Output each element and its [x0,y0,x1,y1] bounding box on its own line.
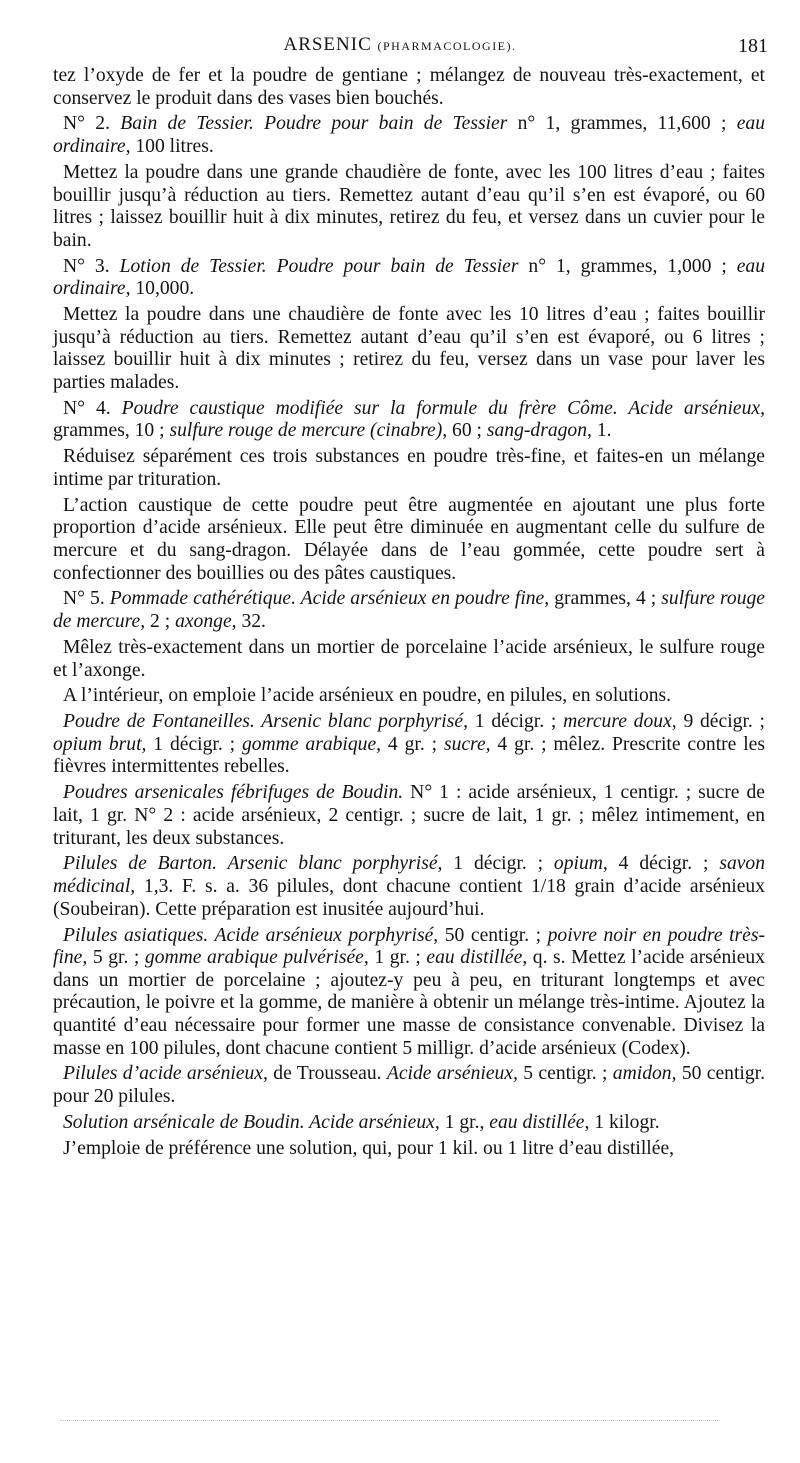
text-run: 60 ; [447,420,487,442]
paragraph [53,711,765,779]
italic-text: Pilules de Barton. Arsenic blanc porphyrisé, [63,853,443,875]
italic-text: gomme arabique pulvérisée, [144,947,369,969]
text-run: J’emploie de préférence une solution, qui, pour 1 kil. ou 1 litre d’eau distillée, [63,1137,675,1159]
paragraph [53,304,765,394]
text-run: N° 4. [63,397,122,419]
text-run: 1 gr. ; [368,947,427,969]
paragraph [53,1138,765,1161]
paragraph [53,853,765,921]
page-number: 181 [738,35,768,57]
italic-text: Acide arsénieux, [386,1063,518,1085]
italic-text: axonge, [175,611,237,633]
text-run: 10,000. [130,278,195,300]
text-run: n° 1, grammes, 1,000 ; [518,255,737,277]
italic-text: Poudre de Fontaneilles. Arsenic blanc porphyrisé, [63,711,468,733]
italic-text: Pilules d’acide arsénieux, [63,1063,268,1085]
text-run: 1 gr., [439,1111,490,1133]
text-run: 1 décigr. ; [442,853,554,875]
italic-text: opium brut, [53,733,147,755]
italic-text: sulfure rouge de mercure, [53,588,765,633]
italic-text: eau distillée, [426,947,528,969]
italic-text: opium, [553,853,608,875]
text-run: 1,3. F. s. a. 36 pilules, dont chacune contient 1/18 grain d’acide arsénieux (Soubeiran). Cette préparation est inusitée aujourd’hui. [53,876,765,920]
paragraph [53,1063,765,1108]
italic-text: sang-dragon, [486,420,592,442]
italic-text: eau ordinaire, [53,113,765,158]
text-run: q. s. Mettez l’acide arsénieux dans un mortier de porcelaine ; ajoutez-y peu à peu, en triturant longtemps et avec précaution, le poivre et la gomme, de manière à obtenir un mélange très-intime. Ajoutez la quantité d’eau nécessaire pour former une masse de consistance convenable. Divisez la masse en 100 pilules, dont chacune contient 5 milligr. d’acide arsénieux (Codex). [53,947,766,1059]
header-title: ARSENIC [283,34,372,55]
text-run: n° 1, grammes, 11,600 ; [507,113,737,135]
italic-text: Solution arsénicale de Boudin. Acide arsénieux, [63,1111,440,1133]
text-run: N° 1 : acide arsénieux, 1 centigr. ; sucre de lait, 1 gr. N° 2 : acide arsénieux, 2 centigr. ; sucre de lait, 1 gr. ; mêlez intimement, en triturant, les deux substances. [53,782,765,849]
text-run: 4 gr. ; mêlez. Prescrite contre les fièvres intermittentes rebelles. [53,733,765,778]
italic-text: amidon, [612,1063,677,1085]
text-run: 5 centigr. ; [517,1063,613,1085]
text-run: 9 décigr. ; [676,711,765,733]
italic-text: Pilules asiatiques. Acide arsénieux porphyrisé, [63,924,439,946]
italic-text: mercure doux, [563,711,677,733]
running-head-title [0,34,800,56]
text-run: Réduisez séparément ces trois substances en poudre très-fine, et faites-en un mélange intime par trituration. [53,446,765,490]
text-run: Mettez la poudre dans une grande chaudière de fonte, avec les 100 litres d’eau ; faites bouillir jusqu’à réduction au tiers. Remettez autant d’eau qu’il s’en est évaporé, ou 60 litres ; laissez bouillir huit à dix minutes, retirez du feu, et versez dans un cuvier pour le bain. [53,161,765,251]
paragraph [53,495,765,585]
text-run: A l’intérieur, on emploie l’acide arsénieux en poudre, en pilules, en solutions. [63,685,672,707]
text-run: 5 gr. ; [87,947,145,969]
paragraph [53,446,765,491]
paragraph [53,256,765,301]
text-run: 50 centigr. pour 20 pilules. [53,1063,765,1107]
text-run: Mettez la poudre dans une chaudière de fonte avec les 10 litres d’eau ; faites bouillir jusqu’à réduction au tiers. Remettez autant d’eau qu’il s’en est évaporé, ou 6 litres ; laissez bouillir huit à dix minutes ; retirez du feu, versez dans un vase pour laver les parties malades. [53,304,765,393]
text-run: N° 2. [63,113,121,135]
paragraph [53,113,765,158]
text-run: 32. [236,611,266,633]
bottom-rule [60,1420,720,1421]
italic-text: sulfure rouge de mercure (cinabre), [169,420,448,442]
italic-text: Lotion de Tessier. Poudre pour bain de Tessier [119,255,519,277]
body-text [53,65,765,1164]
paragraph [53,398,765,443]
paragraph [53,162,765,252]
italic-text: sucre, [443,733,491,755]
text-run: grammes, 4 ; [549,588,662,610]
text-run: 100 litres. [130,136,214,158]
italic-text: Pommade cathérétique. Acide arsénieux en poudre fine, [109,588,550,610]
text-run: 4 décigr. ; [607,853,720,875]
text-run: tez l’oxyde de fer et la poudre de gentiane ; mélangez de nouveau très-exactement, et conservez le produit dans des vases bien bouchés. [53,65,765,109]
paragraph [53,1112,765,1135]
text-run: de Trousseau. [267,1063,387,1085]
paragraph [53,685,765,708]
text-run: 1 décigr. ; [146,733,242,755]
text-run: Mêlez très-exactement dans un mortier de porcelaine l’acide arsénieux, le sulfure rouge et l’axonge. [53,636,765,681]
text-run: 4 gr. ; [381,733,444,755]
italic-text: poivre noir en poudre très-fine, [53,924,765,969]
paragraph [53,588,765,633]
text-run: 50 centigr. ; [438,924,548,946]
text-run: 1 kilogr. [589,1111,660,1133]
italic-text: Poudre caustique modifiée sur la formule du frère Côme. Acide arsénieux, [121,397,765,419]
text-run: 1. [591,420,612,442]
text-run: 2 ; [145,611,176,633]
italic-text: eau distillée, [489,1111,590,1133]
paragraph [53,65,765,110]
header-subtitle: (PHARMACOLOGIE). [377,39,517,53]
text-run: 1 décigr. ; [467,711,564,733]
italic-text: Poudres arsenicales fébrifuges de Boudin. [63,782,404,804]
italic-text: gomme arabique, [241,733,382,755]
paragraph [53,782,765,850]
italic-text: eau ordinaire, [53,255,766,300]
text-run: N° 3. [63,255,120,277]
running-head [0,34,800,60]
paragraph [53,637,765,682]
italic-text: savon médicinal, [53,853,766,898]
text-run: N° 5. [63,588,110,610]
paragraph [53,925,765,1061]
text-run: grammes, 10 ; [53,420,170,442]
italic-text: Bain de Tessier. Poudre pour bain de Tessier [120,113,508,135]
text-run: L’action caustique de cette poudre peut être augmentée en ajoutant une plus forte proportion d’acide arsénieux. Elle peut être diminuée en augmentant celle du sulfure de mercure et du sang-dragon. Délayée dans de l’eau gommée, cette poudre sert à confectionner des bouillies ou des pâtes caustiques. [53,494,765,584]
